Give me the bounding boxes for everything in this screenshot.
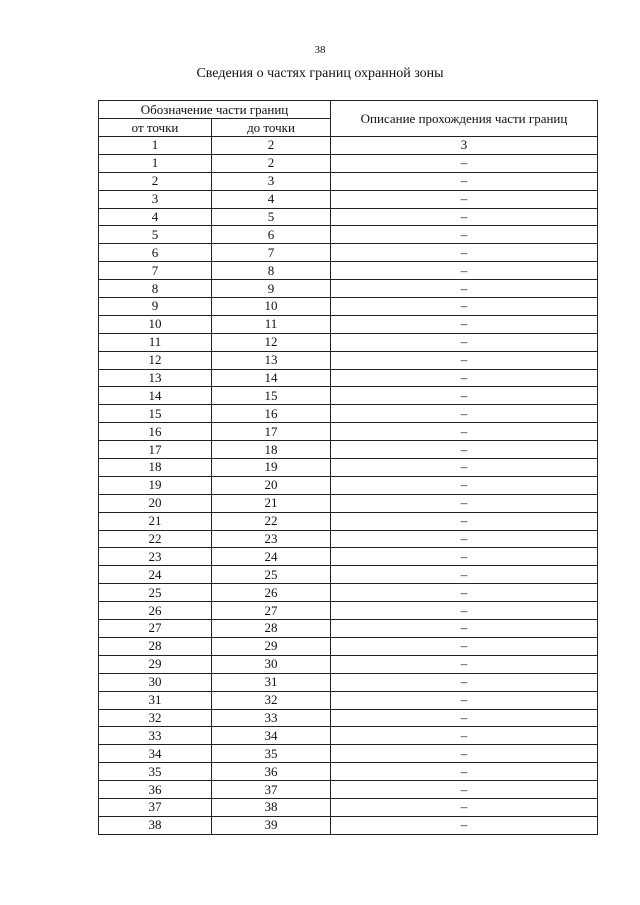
- table-body: [99, 137, 598, 835]
- to-point-cell: 35: [212, 745, 331, 763]
- description-cell: –: [331, 584, 598, 602]
- from-point-cell: 21: [99, 512, 212, 530]
- description-cell: –: [331, 208, 598, 226]
- from-point-cell: 35: [99, 763, 212, 781]
- table-row: [99, 190, 598, 208]
- from-point-cell: 28: [99, 637, 212, 655]
- to-point-cell: 22: [212, 512, 331, 530]
- description-cell: –: [331, 315, 598, 333]
- from-point-cell: 10: [99, 315, 212, 333]
- from-point-cell: 7: [99, 262, 212, 280]
- table-row: [99, 280, 598, 298]
- to-point-cell: 36: [212, 763, 331, 781]
- description-cell: –: [331, 226, 598, 244]
- table-row: [99, 441, 598, 459]
- description-cell: –: [331, 637, 598, 655]
- description-cell: –: [331, 172, 598, 190]
- table-row: [99, 745, 598, 763]
- from-point-cell: 20: [99, 494, 212, 512]
- to-point-cell: 33: [212, 709, 331, 727]
- table-row: [99, 763, 598, 781]
- to-point-cell: 16: [212, 405, 331, 423]
- table-row: [99, 816, 598, 834]
- table-row: [99, 405, 598, 423]
- from-point-cell: 2: [99, 172, 212, 190]
- to-point-cell: 21: [212, 494, 331, 512]
- boundary-parts-table: [98, 100, 598, 835]
- from-point-cell: 15: [99, 405, 212, 423]
- from-point-cell: 1: [99, 154, 212, 172]
- from-point-cell: 5: [99, 226, 212, 244]
- from-point-cell: 33: [99, 727, 212, 745]
- table-row: [99, 476, 598, 494]
- description-cell: –: [331, 620, 598, 638]
- table-row: [99, 709, 598, 727]
- column-index-cell: 1: [99, 137, 212, 155]
- from-point-cell: 27: [99, 620, 212, 638]
- table-row: [99, 512, 598, 530]
- table-row: [99, 727, 598, 745]
- table-row: [99, 172, 598, 190]
- to-point-cell: 31: [212, 673, 331, 691]
- column-index-cell: 3: [331, 137, 598, 155]
- from-point-cell: 32: [99, 709, 212, 727]
- header-boundary-designation: Обозначение части границ: [99, 101, 331, 119]
- table-row: [99, 691, 598, 709]
- from-point-cell: 23: [99, 548, 212, 566]
- to-point-cell: 34: [212, 727, 331, 745]
- description-cell: –: [331, 423, 598, 441]
- to-point-cell: 17: [212, 423, 331, 441]
- to-point-cell: 8: [212, 262, 331, 280]
- to-point-cell: 32: [212, 691, 331, 709]
- table-row: [99, 262, 598, 280]
- from-point-cell: 9: [99, 298, 212, 316]
- to-point-cell: 25: [212, 566, 331, 584]
- description-cell: –: [331, 798, 598, 816]
- to-point-cell: 14: [212, 369, 331, 387]
- to-point-cell: 18: [212, 441, 331, 459]
- description-cell: –: [331, 190, 598, 208]
- description-cell: –: [331, 333, 598, 351]
- from-point-cell: 17: [99, 441, 212, 459]
- from-point-cell: 30: [99, 673, 212, 691]
- column-index-cell: 2: [212, 137, 331, 155]
- from-point-cell: 22: [99, 530, 212, 548]
- from-point-cell: 14: [99, 387, 212, 405]
- table-row: [99, 655, 598, 673]
- description-cell: –: [331, 441, 598, 459]
- description-cell: –: [331, 548, 598, 566]
- description-cell: –: [331, 280, 598, 298]
- description-cell: –: [331, 566, 598, 584]
- description-cell: –: [331, 745, 598, 763]
- from-point-cell: 6: [99, 244, 212, 262]
- to-point-cell: 30: [212, 655, 331, 673]
- table-row: [99, 226, 598, 244]
- description-cell: –: [331, 530, 598, 548]
- from-point-cell: 26: [99, 602, 212, 620]
- to-point-cell: 20: [212, 476, 331, 494]
- to-point-cell: 6: [212, 226, 331, 244]
- table-row: [99, 494, 598, 512]
- to-point-cell: 3: [212, 172, 331, 190]
- to-point-cell: 38: [212, 798, 331, 816]
- to-point-cell: 2: [212, 154, 331, 172]
- to-point-cell: 23: [212, 530, 331, 548]
- header-to-point: до точки: [212, 119, 331, 137]
- to-point-cell: 26: [212, 584, 331, 602]
- table-header: [99, 101, 598, 137]
- table-row: [99, 208, 598, 226]
- table-row: [99, 602, 598, 620]
- description-cell: –: [331, 369, 598, 387]
- description-cell: –: [331, 727, 598, 745]
- table-row: [99, 351, 598, 369]
- to-point-cell: 9: [212, 280, 331, 298]
- description-cell: –: [331, 781, 598, 799]
- description-cell: –: [331, 494, 598, 512]
- from-point-cell: 4: [99, 208, 212, 226]
- description-cell: –: [331, 655, 598, 673]
- to-point-cell: 39: [212, 816, 331, 834]
- from-point-cell: 18: [99, 459, 212, 477]
- from-point-cell: 24: [99, 566, 212, 584]
- from-point-cell: 8: [99, 280, 212, 298]
- to-point-cell: 19: [212, 459, 331, 477]
- to-point-cell: 11: [212, 315, 331, 333]
- table-row: [99, 244, 598, 262]
- to-point-cell: 12: [212, 333, 331, 351]
- table-row: [99, 798, 598, 816]
- table-row: [99, 620, 598, 638]
- from-point-cell: 37: [99, 798, 212, 816]
- from-point-cell: 13: [99, 369, 212, 387]
- description-cell: –: [331, 673, 598, 691]
- description-cell: –: [331, 709, 598, 727]
- description-cell: –: [331, 476, 598, 494]
- page-number: 38: [314, 44, 326, 56]
- to-point-cell: 24: [212, 548, 331, 566]
- from-point-cell: 36: [99, 781, 212, 799]
- description-cell: –: [331, 262, 598, 280]
- table-row: [99, 315, 598, 333]
- table-row: [99, 584, 598, 602]
- table-row: [99, 387, 598, 405]
- to-point-cell: 27: [212, 602, 331, 620]
- table-row: [99, 459, 598, 477]
- to-point-cell: 13: [212, 351, 331, 369]
- table-row: [99, 530, 598, 548]
- description-cell: –: [331, 816, 598, 834]
- description-cell: –: [331, 244, 598, 262]
- from-point-cell: 31: [99, 691, 212, 709]
- description-cell: –: [331, 351, 598, 369]
- description-cell: –: [331, 298, 598, 316]
- to-point-cell: 5: [212, 208, 331, 226]
- description-cell: –: [331, 154, 598, 172]
- column-index-row: [99, 137, 598, 155]
- description-cell: –: [331, 602, 598, 620]
- from-point-cell: 11: [99, 333, 212, 351]
- to-point-cell: 29: [212, 637, 331, 655]
- to-point-cell: 4: [212, 190, 331, 208]
- from-point-cell: 3: [99, 190, 212, 208]
- table-row: [99, 566, 598, 584]
- from-point-cell: 38: [99, 816, 212, 834]
- table-row: [99, 637, 598, 655]
- table-row: [99, 298, 598, 316]
- description-cell: –: [331, 512, 598, 530]
- to-point-cell: 37: [212, 781, 331, 799]
- table-row: [99, 369, 598, 387]
- to-point-cell: 10: [212, 298, 331, 316]
- from-point-cell: 34: [99, 745, 212, 763]
- to-point-cell: 15: [212, 387, 331, 405]
- to-point-cell: 28: [212, 620, 331, 638]
- table-row: [99, 673, 598, 691]
- table-row: [99, 333, 598, 351]
- description-cell: –: [331, 459, 598, 477]
- to-point-cell: 7: [212, 244, 331, 262]
- table-row: [99, 423, 598, 441]
- from-point-cell: 29: [99, 655, 212, 673]
- description-cell: –: [331, 387, 598, 405]
- document-title: Сведения о частях границ охранной зоны: [196, 66, 444, 81]
- description-cell: –: [331, 691, 598, 709]
- from-point-cell: 12: [99, 351, 212, 369]
- table-row: [99, 781, 598, 799]
- header-boundary-description: Описание прохождения части границ: [331, 101, 598, 137]
- table-row: [99, 548, 598, 566]
- from-point-cell: 19: [99, 476, 212, 494]
- header-from-point: от точки: [99, 119, 212, 137]
- from-point-cell: 25: [99, 584, 212, 602]
- description-cell: –: [331, 405, 598, 423]
- table-row: [99, 154, 598, 172]
- description-cell: –: [331, 763, 598, 781]
- from-point-cell: 16: [99, 423, 212, 441]
